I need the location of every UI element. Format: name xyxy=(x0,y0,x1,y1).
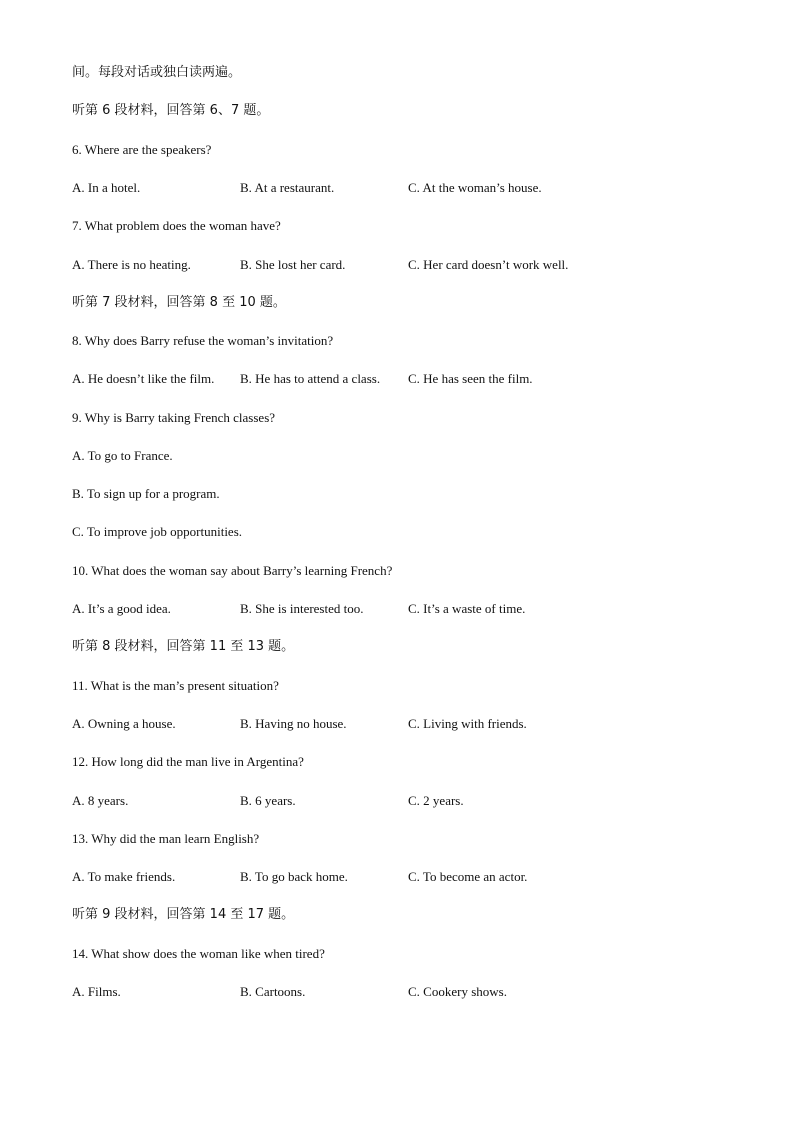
option-a: A. To go to France. xyxy=(72,448,173,463)
option-c: C. At the woman’s house. xyxy=(408,180,542,195)
question-text: 14. What show does the woman like when tired? xyxy=(72,946,325,961)
option-c: C. Living with friends. xyxy=(408,716,527,731)
option-c: C. Her card doesn’t work well. xyxy=(408,257,569,272)
intro-text: 间。每段对话或独白读两遍。 xyxy=(72,65,242,80)
section-header: 听第 9 段材料，回答第 14 至 17 题。 xyxy=(72,907,295,922)
option-a: A. Owning a house. xyxy=(72,716,176,731)
option-c: C. To become an actor. xyxy=(408,869,528,884)
option-b: B. To sign up for a program. xyxy=(72,486,220,501)
option-b: B. She lost her card. xyxy=(240,257,346,272)
option-a: A. There is no heating. xyxy=(72,257,191,272)
option-b: B. Having no house. xyxy=(240,716,347,731)
option-b: B. At a restaurant. xyxy=(240,180,335,195)
option-c: C. He has seen the film. xyxy=(408,371,533,386)
option-c: C. 2 years. xyxy=(408,793,464,808)
section-header: 听第 8 段材料，回答第 11 至 13 题。 xyxy=(72,639,295,654)
option-a: A. To make friends. xyxy=(72,869,176,884)
option-b: B. She is interested too. xyxy=(240,601,364,616)
question-text: 10. What does the woman say about Barry’s learning French? xyxy=(72,563,393,578)
question-text: 12. How long did the man live in Argentina? xyxy=(72,754,304,769)
option-a: A. He doesn’t like the film. xyxy=(72,371,215,386)
section-header: 听第 6 段材料，回答第 6、7 题。 xyxy=(72,103,270,118)
option-a: A. In a hotel. xyxy=(72,180,141,195)
option-b: B. Cartoons. xyxy=(240,984,306,999)
question-text: 7. What problem does the woman have? xyxy=(72,218,281,233)
question-text: 6. Where are the speakers? xyxy=(72,142,212,157)
question-text: 8. Why does Barry refuse the woman’s invitation? xyxy=(72,333,334,348)
option-a: A. 8 years. xyxy=(72,793,129,808)
option-b: B. He has to attend a class. xyxy=(240,371,381,386)
section-header: 听第 7 段材料，回答第 8 至 10 题。 xyxy=(72,295,286,310)
option-a: A. Films. xyxy=(72,984,121,999)
question-text: 11. What is the man’s present situation? xyxy=(72,678,279,693)
option-b: B. To go back home. xyxy=(240,869,348,884)
option-c: C. To improve job opportunities. xyxy=(72,524,243,539)
question-text: 13. Why did the man learn English? xyxy=(72,831,260,846)
option-b: B. 6 years. xyxy=(240,793,296,808)
option-c: C. Cookery shows. xyxy=(408,984,507,999)
question-text: 9. Why is Barry taking French classes? xyxy=(72,410,276,425)
option-a: A. It’s a good idea. xyxy=(72,601,171,616)
option-c: C. It’s a waste of time. xyxy=(408,601,526,616)
